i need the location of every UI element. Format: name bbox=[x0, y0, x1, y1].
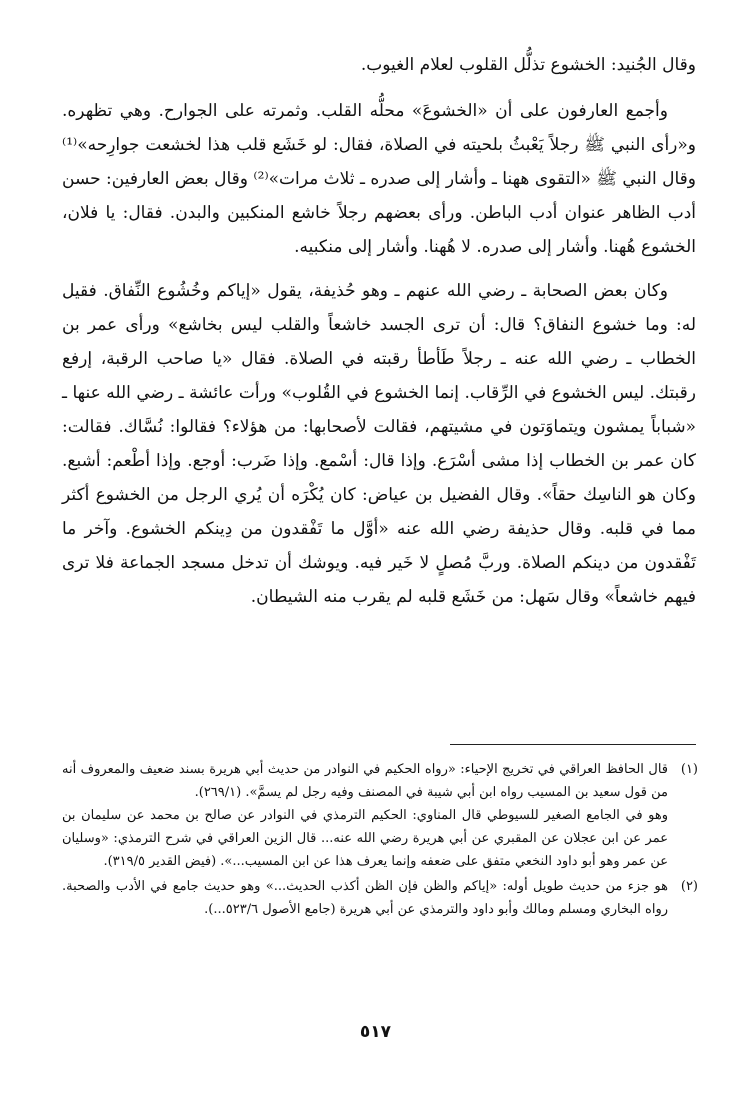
footnote-text: هو جزء من حديث طويل أوله: «إياكم والظن فإن الظن أكذب الحديث...» وهو حديث جامع في الأدب والصحبة. رواه البخاري ومسلم ومالك وأبو داود والترمذي عن أبي هريرة (جامع الأصول ٥٢٣/٦...). bbox=[62, 879, 668, 917]
footnotes bbox=[62, 758, 698, 923]
paragraph-companions: وكان بعض الصحابة ـ رضي الله عنهم ـ وهو حُذيفة، يقول «إياكم وخُشُوع النِّفاق. فقيل له: وما خشوع النفاق؟ قال: أن ترى الجسد خاشعاً والقلب ليس بخاشع» ورأى عمر بن الخطاب ـ رضي الله عنه ـ رجلاً طَأطأ رقبته في الصلاة. فقال «يا صاحب الرقبة، إرفع رقبتك. ليس الخشوع في الرِّقاب. إنما الخشوع في القُلوب» ورأت عائشة ـ رضي الله عنها ـ «شباباً يمشون ويتماوَتون في مشيتهم، فقالت لأصحابها: من هؤلاء؟ فقالوا: نُسَّاك. فقالت: كان عمر بن الخطاب إذا مشى أسْرَع. وإذا قال: أسْمع. وإذا ضَرب: أوجع. وإذا أطْعم: أشبع. وكان هو الناسِك حقاً». وقال الفضيل بن عياض: كان يُكْرَه أن يُري الرجل من الخشوع أكثر مما في قلبه. وقال حذيفة رضي الله عنه «أوَّل ما تَفْقدون من دِينكم الخشوع. وآخر ما تَفْقدون من دينكم الصلاة. وربَّ مُصلٍ لا خَير فيه. ويوشك أن تدخل مسجد الجماعة فلا ترى فيهم خاشعاً» وقال سَهل: من خَشَع قلبه لم يقرب منه الشيطان. bbox=[62, 281, 696, 607]
page-number: ٥١٧ bbox=[359, 1022, 392, 1042]
footnote-text: قال الحافظ العراقي في تخريج الإحياء: «رواه الحكيم في النوادر من حديث أبي هريرة بسند ضعيف والمعروف أنه من قول سعيد بن المسيب رواه ابن أبي شيبة في المصنف وفيه رجل لم يسمَّ». (٢٦٩/١). bbox=[62, 762, 668, 800]
footnote-body bbox=[62, 758, 668, 873]
footnote-number: (١) bbox=[680, 762, 698, 777]
footnote-divider bbox=[450, 744, 696, 745]
main-text bbox=[62, 48, 696, 624]
footnote-body bbox=[62, 875, 668, 921]
footnote-1 bbox=[62, 758, 698, 873]
footnote-number: (٢) bbox=[680, 879, 698, 894]
footnote-2 bbox=[62, 875, 698, 921]
paragraph-junayd: وقال الجُنيد: الخشوع تذلُّل القلوب لعلام الغيوب. bbox=[360, 55, 696, 75]
footnote-text: وهو في الجامع الصغير للسيوطي قال المناوي: الحكيم الترمذي في النوادر عن صالح بن محمد عن سليمان بن عمر عن ابن عجلان عن المقبري عن أبي هريرة رضي الله عنه... قال الزين العراقي في شرح الترمذي: «وسليان عن عمر وهو أبو داود النخعي متفق على ضعفه وإنما يعرف هذا عن ابن المسيب...». (فيض القدير ٣١٩/٥). bbox=[62, 808, 668, 869]
paragraph-khushu-heart: وأجمع العارفون على أن «الخشوعَ» محلُّه القلب. وثمرته على الجوارح. وهي تظهره. و«رأى النبي ﷺ رجلاً يَعْبثُ بلحيته في الصلاة، فقال: لو خَشَع قلب هذا لخشعت جوارِحه»⁽¹⁾ وقال النبي ﷺ «التقوى ههنا ـ وأشار إلى صدره ـ ثلاث مرات»⁽²⁾ وقال بعض العارفين: حسن أدب الظاهر عنوان أدب الباطن. ورأى بعضهم رجلاً خاشع المنكبين والبدن. فقال: يا فلان، الخشوع هُهنا. وأشار إلى صدره. لا هُهنا. وأشار إلى منكبيه. bbox=[62, 101, 697, 257]
